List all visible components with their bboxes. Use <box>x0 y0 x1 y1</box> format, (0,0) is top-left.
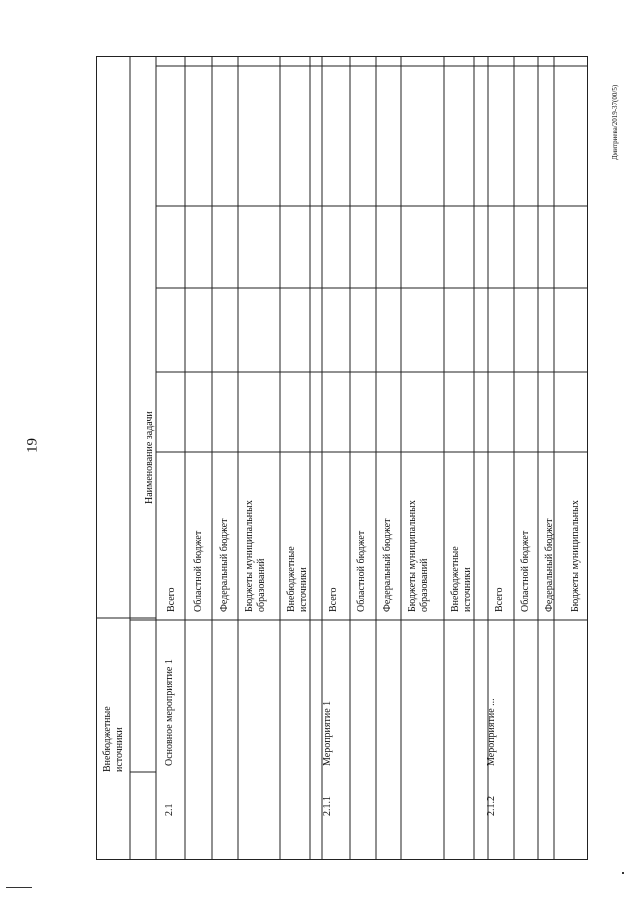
document-id-text: Дмитриева/2019-37(00/5) <box>611 84 619 160</box>
page-number: 19 <box>24 438 41 453</box>
scan-mark <box>622 872 624 874</box>
scan-mark <box>6 887 32 888</box>
budget-table: Внебюджетные источники Наименование задачи 2.1 Основное мероприятие 1 Всего Областной бюджет Федеральный бюджет Бюджеты муниципальных образований Внебюджетные источники 2.1.1 Мероприятие 1 Всего Областной бюджет Федеральный бюджет Бюджеты муниципальных образований Внебюджетные источники 2.1.2 Мероприятие ... Всего Областной бюджет Федеральный бюджет Бюджеты муниципальных <box>96 56 588 860</box>
document-id <box>611 60 621 170</box>
